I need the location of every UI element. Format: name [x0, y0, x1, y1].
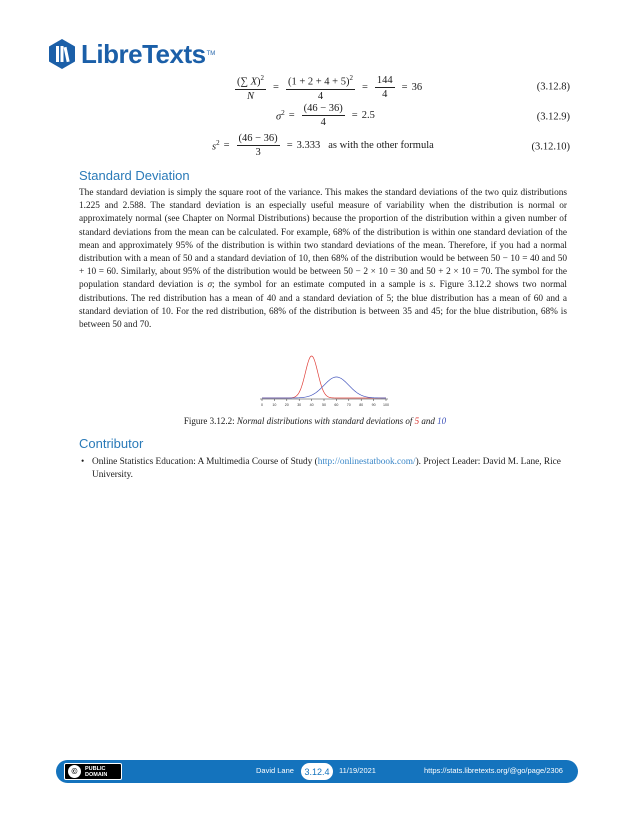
footer-date: 11/19/2021 [339, 766, 376, 775]
x-tick-label: 30 [297, 403, 302, 407]
page-number: 3.12.4 [299, 761, 335, 782]
libretexts-logo-icon [46, 38, 78, 70]
body-paragraph: The standard deviation is simply the square root of the variance. This makes the standard deviations of the two quiz distributions 1.225 and 2.588. The standard deviation is an especially useful measure of variability when the distribution is normal or approximately normal (see Chapter on Normal Distributions) because the proportion of the distribution within a given number of standard deviations from the mean can be calculated. For example, 68% of the distribution is within one standard deviation of the mean and approximately 95% of the distribution is within two standard deviations of the mean. Therefore, if you had a normal distribution with a mean of 50 and a standard deviation of 10, then 68% of the distribution would be between 50 − 10 = 40 and 50 + 10 = 60. Similarly, about 95% of the distribution would be between 50 − 2 × 10 = 30 and 50 + 2 × 10 = 70. The symbol for the population standard deviation is σ; the symbol for an estimate computed in a sample is s. Figure 3.12.2 shows two normal distributions. The red distribution has a mean of 40 and a standard deviation of 5; the blue distribution has a mean of 60 and a standard deviation of 10. For the red distribution, 68% of the distribution is between 35 and 45; for the blue distribution, 68% is between 50 and 70. [79, 188, 568, 331]
x-tick-label: 60 [334, 403, 339, 407]
list-item: • Online Statistics Education: A Multimedia Course of Study (http://onlinestatbook.com/). Project Leader: David M. Lane, Rice University. [79, 456, 567, 482]
x-tick-label: 70 [346, 403, 351, 407]
heading-standard-deviation: Standard Deviation [79, 168, 190, 183]
equation-body: $s^2$ = $\frac{(46 - 36)}{3}$ = 3.333 as with the other formula [212, 133, 434, 158]
equation-3-12-10 [60, 132, 570, 162]
x-tick-label: 10 [272, 403, 277, 407]
libretexts-logo[interactable] [46, 36, 215, 72]
footer-url[interactable]: https://stats.libretexts.org/@go/page/2306 [424, 766, 563, 775]
equation-number: (3.12.9) [536, 111, 570, 123]
license-line2: DOMAIN [85, 771, 108, 778]
x-tick-label: 0 [261, 403, 263, 407]
equation-number: (3.12.8) [536, 81, 570, 93]
x-tick-label: 90 [371, 403, 376, 407]
equation-3-12-9 [60, 102, 570, 132]
normal-distributions-figure [256, 352, 392, 412]
equation-number: (3.12.10) [531, 141, 570, 153]
equation-tail-text: as with the other formula [328, 140, 434, 151]
equation-body: $\sigma^2$ = $\frac{(46 - 36)}{4}$ = 2.5 [276, 103, 375, 128]
x-tick-label: 20 [284, 403, 289, 407]
page-footer [56, 760, 578, 783]
license-line1: PUBLIC [85, 765, 106, 772]
distribution-curve-2 [262, 377, 386, 398]
figure-caption: Figure 3.12.2: Normal distributions with standard deviations of 5 and 10 [183, 416, 447, 426]
x-tick-label: 100 [383, 403, 389, 407]
x-tick-label: 50 [322, 403, 326, 407]
x-tick-label: 80 [359, 403, 364, 407]
onlinestatbook-link[interactable]: http://onlinestatbook.com/ [317, 457, 416, 467]
equation-3-12-8 [60, 72, 570, 102]
public-domain-badge[interactable] [64, 763, 122, 780]
brand-tm: TM [206, 51, 216, 57]
public-domain-icon: © [68, 765, 81, 778]
x-tick-label: 40 [309, 403, 314, 407]
equation-body: $\frac{(\sum X)^2}{N}$ = $\frac{(1 + 2 + 4 + 5)^2}{4}$ = $\frac{144}{4}$ = 36 [237, 74, 423, 102]
distribution-curve-1 [262, 356, 386, 398]
heading-contributor: Contributor [79, 436, 144, 451]
brand-name: LibreTexts [81, 38, 206, 69]
contributor-list [79, 456, 567, 482]
footer-author: David Lane [256, 766, 294, 775]
